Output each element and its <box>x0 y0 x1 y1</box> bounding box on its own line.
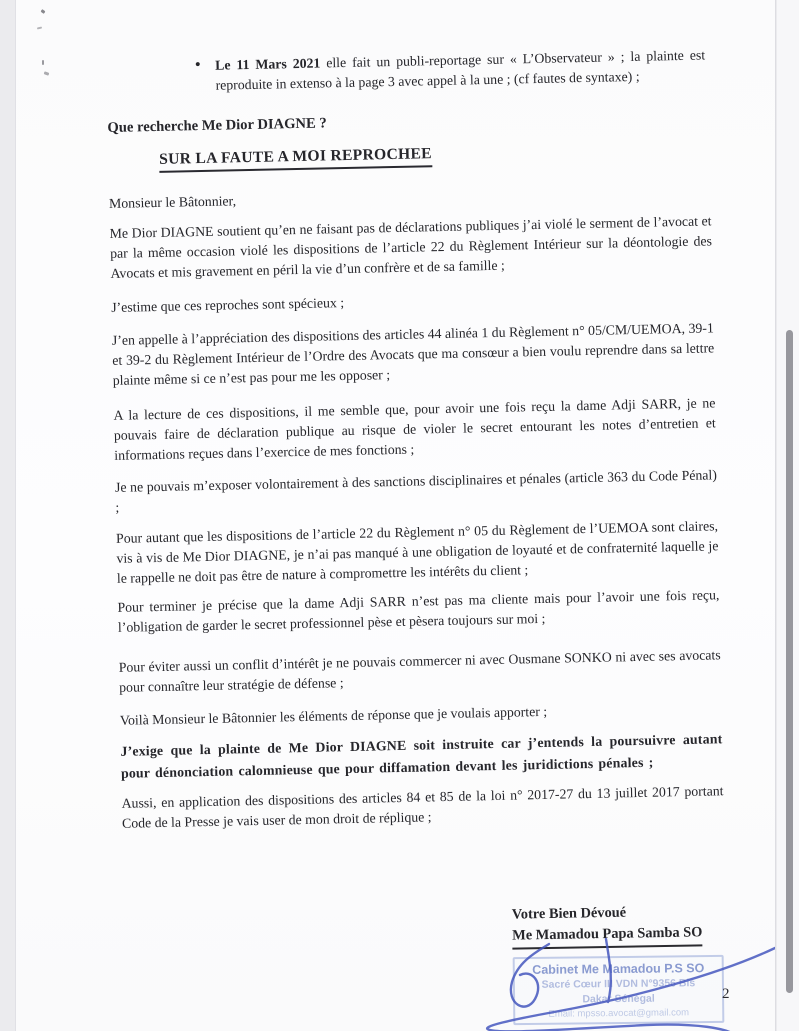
scan-speck <box>44 71 50 76</box>
stamp-city: Dakar Sénégal <box>582 992 655 1006</box>
paragraph: A la lecture de ces dispositions, il me semble que, pour avoir une fois reçu la dame Adji SARR, je ne pouvais faire de déclaration publique au risque de violer le secret entourant les notes d’entretien et informations reçues dans l’exercice de mes fonctions ; <box>113 395 716 463</box>
paragraph: Pour autant que les dispositions de l’article 22 du Règlement n° 05 du Règlement de l’UEMOA sont claires, vis à vis de Me Dior DIAGNE, je n’ai pas manqué à une obligation de loyauté et de confraternité laquelle je le rappelle ne doit pas être de nature à compromettre les intérêts du client ; <box>115 518 719 586</box>
final-paragraph: Aussi, en application des dispositions des articles 84 et 85 de la loi n° 2017-27 du 13 juillet 2017 portant Code de la Presse je vais user de mon droit de réplique ; <box>121 783 724 831</box>
section-heading <box>159 138 710 173</box>
scrollbar-thumb[interactable] <box>786 330 793 993</box>
scrollbar-track[interactable] <box>777 0 799 1031</box>
salutation: Monsieur le Bâtonnier, <box>108 193 237 211</box>
scan-speck <box>37 27 42 30</box>
letter-body <box>106 45 724 846</box>
stamp-email: Email: mpsso.avocat@gmail.com <box>548 1007 690 1020</box>
valediction: Votre Bien Dévoué <box>511 904 627 923</box>
bullet-text: elle fait un publi-reportage sur « L’Observateur » ; la plainte est reproduite in extenso à la page 3 avec appel à la une ; (cf fautes de syntaxe) ; <box>215 47 706 93</box>
scanned-letter-page <box>16 0 776 1031</box>
viewer-left-gutter <box>0 0 16 1031</box>
signer-name: Me Mamadou Papa Samba SO <box>512 922 703 949</box>
paragraph: J’estime que ces reproches sont spécieux ; <box>111 295 345 315</box>
question-heading: Que recherche Me Dior DIAGNE ? <box>107 115 327 136</box>
page-number: 2 <box>722 986 730 1002</box>
paragraph: Je ne pouvais m’exposer volontairement à des sanctions disciplinaires et pénales (article 363 du Code Pénal) ; <box>114 467 718 515</box>
paragraph: J’en appelle à l’appréciation des dispositions des articles 44 alinéa 1 du Règlement n° 05/CM/UEMOA, 39-1 et 39-2 du Règlement Intérieur de l’Ordre des Avocats que ma consœur a bien voulu reprendre dans sa lettre plainte même si ce n’est pas pour me les opposer ; <box>111 320 715 388</box>
section-heading-text: SUR LA FAUTE A MOI REPROCHEE <box>159 144 432 173</box>
paragraph: Voilà Monsieur le Bâtonnier les éléments de réponse que je voulais apporter ; <box>119 703 548 728</box>
paragraph: Me Dior DIAGNE soutient qu’en ne faisant pas de déclarations publiques j’ai violé le serment de l’avocat et par la même occasion violé les dispositions de l’article 22 du Règlement Intérieur sur la déontologie des Avocats et mis gravement en péril la vie d’un confrère et de sa famille ; <box>109 213 713 281</box>
paragraph: Pour terminer je précise que la dame Adji SARR n’est pas ma cliente mais pour l’avoir une fois reçu, l’obligation de garder le secret professionnel pèse et pèsera toujours sur moi ; <box>117 587 720 635</box>
bullet-item <box>195 45 706 95</box>
signature-block <box>512 901 703 949</box>
stamp-office-name: Cabinet Me Mamadou P.S SO <box>532 961 705 977</box>
stamp-address: Sacré Cœur III VDN N°9356 Bis <box>541 977 696 991</box>
bullet-icon: • <box>195 57 201 74</box>
demand-paragraph: J’exige que la plainte de Me Dior DIAGNE soit instruite car j’entends la poursuivre autant pour dénonciation calomnieuse que pour diffamation devant les juridictions pénales ; <box>120 731 723 781</box>
paragraph: Pour éviter aussi un conflit d’intérêt je ne pouvais commercer ni avec Ousmane SONKO ni avec ses avocats pour connaître leur stratégie de défense ; <box>118 647 721 695</box>
law-office-stamp <box>513 955 725 1025</box>
scan-speck <box>41 9 46 14</box>
scan-speck <box>42 60 44 65</box>
bullet-date: Le 11 Mars 2021 <box>215 55 321 73</box>
